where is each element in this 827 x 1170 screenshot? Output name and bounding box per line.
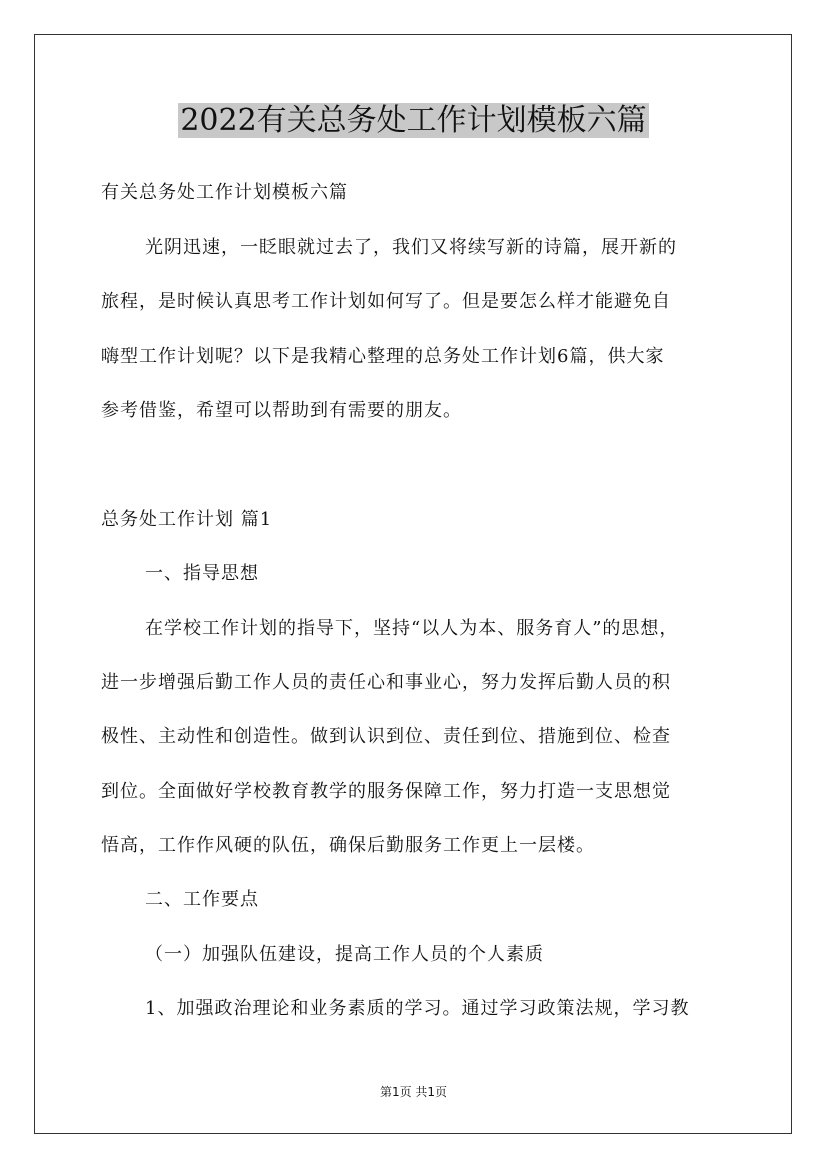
section-subheading: 二、工作要点 — [145, 889, 259, 910]
paragraph-line: 1、加强政治理论和业务素质的学习。通过学习政策法规，学习教 — [145, 998, 690, 1019]
page-footer: 第1页 共1页 — [379, 1085, 448, 1099]
section-heading: 总务处工作计划 篇1 — [101, 509, 273, 530]
paragraph-line: 极性、主动性和创造性。做到认识到位、责任到位、措施到位、检查 — [101, 726, 671, 747]
paragraph-line: 进一步增强后勤工作人员的责任心和事业心，努力发挥后勤人员的积 — [101, 672, 671, 693]
paragraph-line: 光阴迅速，一眨眼就过去了，我们又将续写新的诗篇，展开新的 — [145, 237, 677, 258]
section-subheading: 一、指导思想 — [145, 563, 259, 584]
item-heading: （一）加强队伍建设，提高工作人员的个人素质 — [145, 944, 544, 965]
paragraph-line: 旅程，是时候认真思考工作计划如何写了。但是要怎么样才能避免自 — [101, 291, 671, 312]
document-title-wrap — [0, 100, 827, 142]
paragraph-line: 到位。全面做好学校教育教学的服务保障工作，努力打造一支思想觉 — [101, 781, 671, 802]
paragraph-line: 嗨型工作计划呢？以下是我精心整理的总务处工作计划6篇，供大家 — [101, 346, 665, 367]
subtitle: 有关总务处工作计划模板六篇 — [101, 182, 348, 203]
document-title: 2022有关总务处工作计划模板六篇 — [180, 103, 647, 138]
paragraph-line: 在学校工作计划的指导下，坚持“以人为本、服务育人”的思想， — [145, 618, 679, 639]
paragraph-line: 参考借鉴，希望可以帮助到有需要的朋友。 — [101, 400, 462, 421]
paragraph-line: 悟高，工作作风硬的队伍，确保后勤服务工作更上一层楼。 — [101, 835, 595, 856]
